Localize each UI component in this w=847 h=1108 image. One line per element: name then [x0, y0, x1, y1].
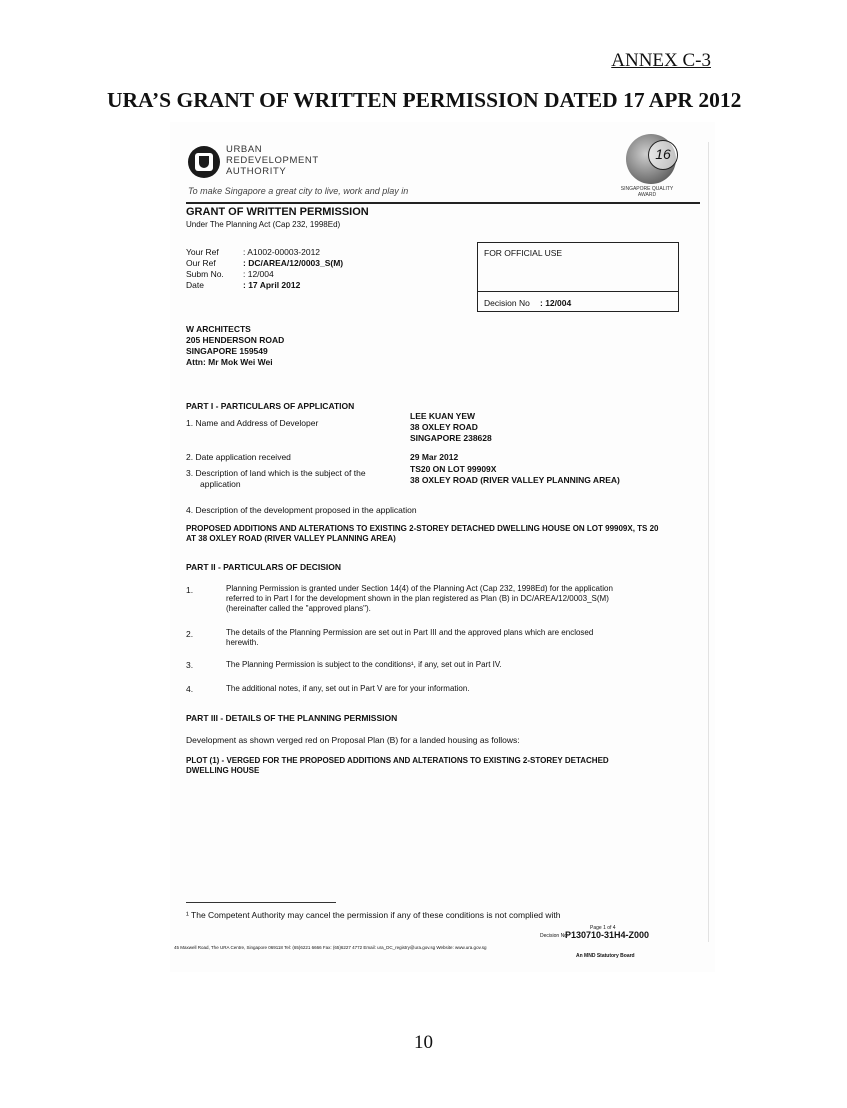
- decision-item-text: The details of the Planning Permission are set out in Part III and the approved plans which are enclosed herewith.: [226, 628, 594, 647]
- statutory-board: An MND Statutory Board: [576, 953, 635, 959]
- award-caption: SINGAPORE QUALITY AWARD: [620, 186, 674, 198]
- land-lot: TS20 ON LOT 99909X: [410, 464, 497, 474]
- part3-intro: Development as shown verged red on Proposal Plan (B) for a landed housing as follows:: [186, 735, 520, 745]
- footnote-rule: [186, 902, 336, 903]
- scan-edge: [708, 142, 709, 942]
- development-description: PROPOSED ADDITIONS AND ALTERATIONS TO EXISTING 2-STOREY DETACHED DWELLING HOUSE ON LOT 99909X, TS 20 AT 38 OXLEY ROAD (RIVER VALLEY PLANNING AREA): [186, 524, 659, 543]
- item-number: 3.: [186, 660, 194, 670]
- ura-logo-icon: [188, 146, 220, 178]
- addressee-line: Attn: Mr Mok Wei Wei: [186, 357, 273, 367]
- developer-name: LEE KUAN YEW: [410, 411, 476, 421]
- decision-ref: P130710-31H4-Z000: [565, 930, 650, 940]
- item-number: 2.: [186, 629, 194, 639]
- developer-address: 38 OXLEY ROAD: [410, 422, 478, 432]
- page-number: 10: [414, 1032, 433, 1053]
- part1-item-label: 1. Name and Address of Developer: [186, 418, 319, 428]
- footer-address: 45 Maxwell Road, The URA Centre, Singapore 069118 Tel: (65)6221 6666 Fax: (65)6227 4772 Email: ura_DC_registry@ura.gov.sg Website: www.ura.gov.sg: [174, 945, 487, 950]
- addressee-line: SINGAPORE 159549: [186, 346, 268, 356]
- document-title: GRANT OF WRITTEN PERMISSION: [186, 206, 369, 218]
- award-seal: [610, 134, 690, 206]
- ref-label: Our Ref: [186, 258, 216, 268]
- org-name-line1: URBAN: [226, 144, 263, 155]
- addressee-line: W ARCHITECTS: [186, 324, 251, 334]
- decision-item-text: The Planning Permission is subject to the conditions¹, if any, set out in Part IV.: [226, 660, 502, 669]
- ref-label: Subm No.: [186, 269, 224, 279]
- document-subtitle: Under The Planning Act (Cap 232, 1998Ed): [186, 220, 341, 229]
- annex-label: ANNEX C-3: [611, 50, 711, 71]
- page-stamp-number: 16: [648, 140, 678, 170]
- item-number: 4.: [186, 684, 194, 694]
- scanned-document: [170, 122, 715, 972]
- header-rule: [186, 202, 700, 204]
- decision-value: : 12/004: [540, 298, 572, 308]
- decision-ref-label: Decision No:: [540, 933, 569, 939]
- developer-address: SINGAPORE 238628: [410, 433, 492, 443]
- official-use-title: FOR OFFICIAL USE: [484, 248, 563, 258]
- page-of: Page 1 of 4: [590, 925, 616, 931]
- decision-item-text: Planning Permission is granted under Section 14(4) of the Planning Act (Cap 232, 1998Ed) for the application referred to in Part I for the development shown in the plan registered as Plan (B) in DC/AREA/12/0003_S(M) (hereinafter called the "approved plans").: [226, 584, 613, 613]
- tagline: To make Singapore a great city to live, work and play in: [188, 186, 409, 196]
- item-number: 1.: [186, 585, 194, 595]
- part1-item-label: 2. Date application received: [186, 452, 291, 462]
- part3-heading: PART III - DETAILS OF THE PLANNING PERMISSION: [186, 713, 398, 723]
- land-address: 38 OXLEY ROAD (RIVER VALLEY PLANNING AREA): [410, 475, 620, 485]
- org-name-line3: AUTHORITY: [226, 166, 287, 177]
- decision-item-text: The additional notes, if any, set out in Part V are for your information.: [226, 684, 470, 693]
- addressee-line: 205 HENDERSON ROAD: [186, 335, 285, 345]
- ref-value: : 17 April 2012: [243, 280, 301, 290]
- org-name-line2: REDEVELOPMENT: [226, 155, 319, 166]
- plot-description: PLOT (1) - VERGED FOR THE PROPOSED ADDITIONS AND ALTERATIONS TO EXISTING 2-STOREY DETACHED DWELLING HOUSE: [186, 756, 609, 775]
- ref-value: : A1002-00003-2012: [243, 247, 321, 257]
- part2-heading: PART II - PARTICULARS OF DECISION: [186, 562, 342, 572]
- ref-value: : 12/004: [243, 269, 274, 279]
- part1-heading: PART I - PARTICULARS OF APPLICATION: [186, 401, 355, 411]
- ref-label: Your Ref: [186, 247, 219, 257]
- date-received: 29 Mar 2012: [410, 452, 459, 462]
- official-use-box: [477, 242, 679, 312]
- part1-item-label: 3. Description of land which is the subject of the: [186, 468, 366, 478]
- part1-item-label: application: [200, 479, 241, 489]
- decision-label: Decision No: [484, 298, 530, 308]
- footnote: ¹ The Competent Authority may cancel the permission if any of these conditions is not complied with: [186, 910, 561, 920]
- part1-item-label: 4. Description of the development proposed in the application: [186, 505, 417, 515]
- page-title: URA’S GRANT OF WRITTEN PERMISSION DATED 17 APR 2012: [107, 88, 742, 112]
- ref-label: Date: [186, 280, 204, 290]
- ref-value: : DC/AREA/12/0003_S(M): [243, 258, 344, 268]
